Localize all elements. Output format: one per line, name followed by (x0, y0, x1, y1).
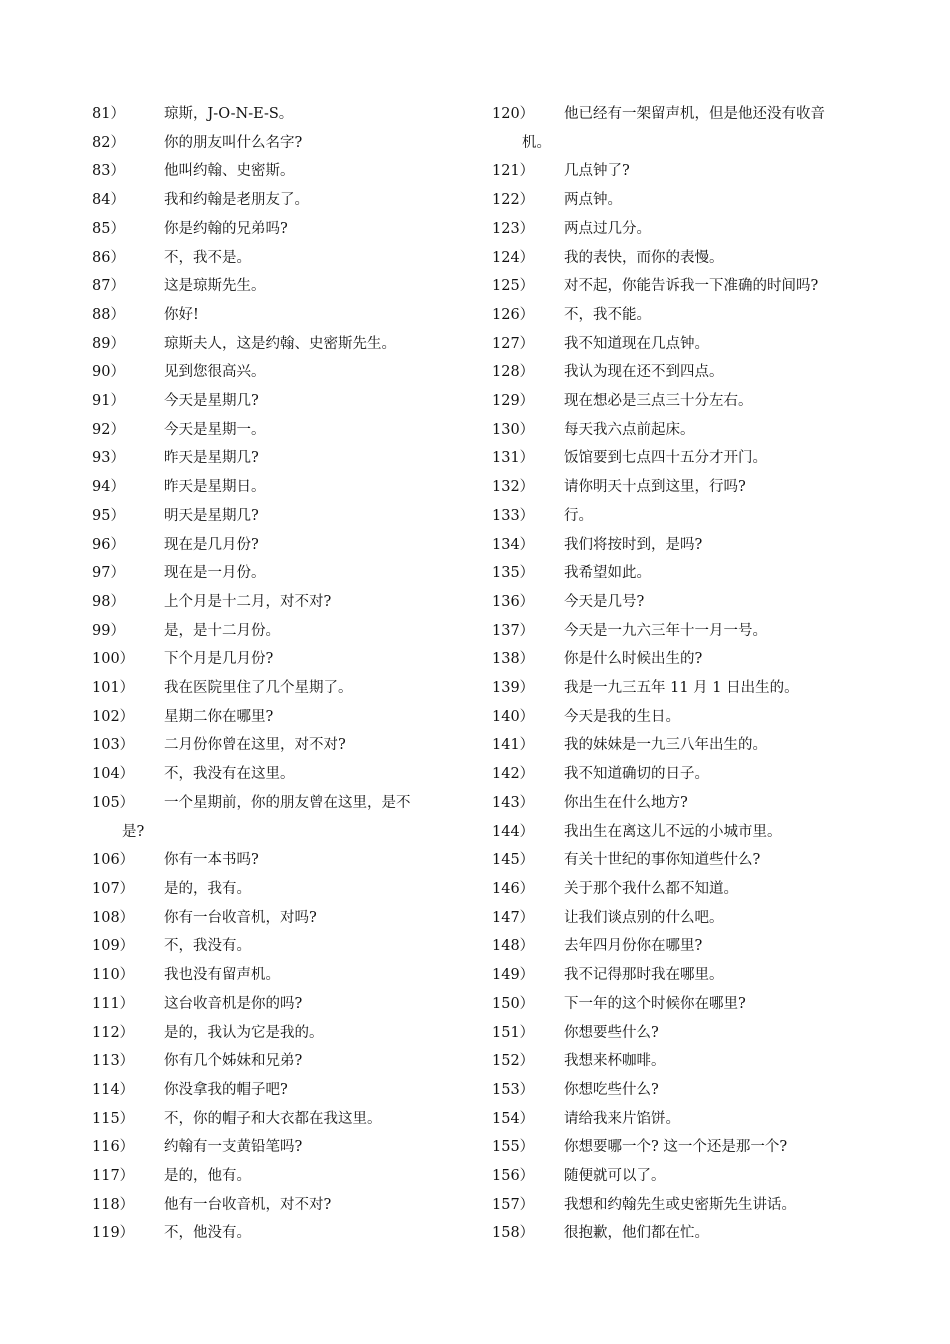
sentence-row (92, 215, 462, 244)
sentence-text: 一个星期前，你的朋友曾在这里，是不 (164, 794, 411, 811)
sentence-row (92, 904, 462, 933)
sentence-text: 我出生在离这儿不远的小城市里。 (564, 823, 782, 840)
sentence-text: 他已经有一架留声机，但是他还没有收音 (564, 106, 825, 122)
sentence-text: 每天我六点前起床。 (564, 421, 695, 438)
sentence-text: 你是约翰的兄弟吗? (164, 220, 288, 237)
sentence-number: 102） (92, 708, 135, 725)
sentence-number: 83） (92, 163, 125, 180)
sentence-continuation: 机。 (522, 134, 551, 151)
sentence-number: 141） (492, 737, 535, 754)
sentence-row (92, 444, 462, 473)
sentence-number: 145） (492, 852, 535, 869)
sentence-row (92, 1019, 462, 1048)
sentence-number: 90） (92, 364, 125, 381)
sentence-row (92, 1191, 462, 1220)
sentence-row (492, 904, 872, 933)
sentence-row (492, 674, 872, 703)
sentence-number: 107） (92, 880, 135, 897)
sentence-row (92, 932, 462, 961)
sentence-text: 我的表快，而你的表慢。 (564, 249, 724, 266)
sentence-number: 144） (492, 823, 535, 840)
sentence-number: 130） (492, 421, 535, 438)
sentence-number: 85） (92, 220, 125, 237)
sentence-text: 今天是星期几? (164, 393, 259, 410)
sentence-number: 94） (92, 479, 125, 496)
sentence-number: 112） (92, 1024, 135, 1041)
sentence-number: 134） (492, 536, 535, 553)
sentence-row (92, 1076, 462, 1105)
sentence-text: 今天是几号? (564, 593, 645, 610)
sentence-text: 两点钟。 (564, 192, 622, 209)
sentence-number: 109） (92, 938, 135, 955)
sentence-row (92, 330, 462, 359)
sentence-text: 不，我没有在这里。 (164, 766, 295, 783)
sentence-text: 你想吃些什么? (564, 1081, 659, 1098)
sentence-text: 我想来杯咖啡。 (564, 1053, 666, 1070)
right-column (492, 100, 872, 1248)
sentence-number: 154） (492, 1110, 535, 1127)
sentence-row (492, 1076, 872, 1105)
sentence-text: 你想要些什么? (564, 1024, 659, 1041)
sentence-text: 我不知道确切的日子。 (564, 766, 709, 783)
sentence-number: 140） (492, 708, 535, 725)
sentence-text: 你好! (164, 306, 199, 323)
sentence-row (92, 157, 462, 186)
sentence-row (492, 875, 872, 904)
sentence-row (492, 1105, 872, 1134)
sentence-row (92, 473, 462, 502)
sentence-row (492, 588, 872, 617)
sentence-text: 是的，我认为它是我的。 (164, 1024, 324, 1041)
sentence-text: 二月份你曾在这里，对不对? (164, 737, 346, 754)
sentence-text: 你有几个姊妹和兄弟? (164, 1053, 303, 1070)
sentence-number: 116） (92, 1139, 135, 1156)
sentence-row (92, 617, 462, 646)
sentence-text: 见到您很高兴。 (164, 364, 266, 381)
sentence-number: 148） (492, 938, 535, 955)
sentence-number: 100） (92, 651, 135, 668)
sentence-text: 不，你的帽子和大衣都在我这里。 (164, 1110, 382, 1127)
sentence-row (92, 703, 462, 732)
sentence-number: 133） (492, 507, 535, 524)
sentence-text: 你出生在什么地方? (564, 794, 688, 811)
sentence-number: 151） (492, 1024, 535, 1041)
sentence-text: 我不记得那时我在哪里。 (564, 967, 724, 984)
sentence-row (92, 186, 462, 215)
sentence-row (492, 818, 872, 847)
sentence-row (92, 731, 462, 760)
sentence-row (92, 875, 462, 904)
sentence-text: 几点钟了? (564, 163, 630, 180)
sentence-text: 不，我不能。 (564, 306, 651, 323)
sentence-text: 不，他没有。 (164, 1225, 251, 1242)
sentence-number: 123） (492, 220, 535, 237)
sentence-number: 121） (492, 163, 535, 180)
sentence-number: 125） (492, 278, 535, 295)
sentence-text: 我是一九三五年 11 月 1 日出生的。 (564, 680, 799, 697)
sentence-row (92, 1047, 462, 1076)
sentence-row (492, 559, 872, 588)
sentence-text: 你的朋友叫什么名字? (164, 134, 303, 151)
sentence-text: 关于那个我什么都不知道。 (564, 880, 738, 897)
sentence-number: 122） (492, 192, 535, 209)
sentence-row (492, 1047, 872, 1076)
sentence-number: 103） (92, 737, 135, 754)
sentence-row (92, 387, 462, 416)
sentence-number: 137） (492, 622, 535, 639)
sentence-row (92, 244, 462, 273)
sentence-number: 115） (92, 1110, 135, 1127)
sentence-text: 很抱歉，他们都在忙。 (564, 1225, 709, 1242)
sentence-text: 对不起，你能告诉我一下准确的时间吗? (564, 278, 819, 295)
sentence-text: 是，是十二月份。 (164, 622, 280, 639)
sentence-number: 111） (92, 995, 135, 1012)
sentence-text: 琼斯，J-O-N-E-S。 (164, 106, 294, 122)
sentence-row (492, 990, 872, 1019)
sentence-text: 现在是几月份? (164, 536, 259, 553)
sentence-number: 84） (92, 192, 125, 209)
sentence-row (492, 157, 872, 186)
sentence-number: 138） (492, 651, 535, 668)
sentence-text: 是的，他有。 (164, 1168, 251, 1185)
sentence-row (92, 272, 462, 301)
sentence-number: 150） (492, 995, 535, 1012)
sentence-row (492, 444, 872, 473)
sentence-row (492, 473, 872, 502)
sentence-row (92, 846, 462, 875)
sentence-number: 86） (92, 249, 125, 266)
sentence-row (92, 301, 462, 330)
sentence-number: 135） (492, 565, 535, 582)
sentence-row (92, 559, 462, 588)
sentence-text: 我在医院里住了几个星期了。 (164, 680, 353, 697)
sentence-number: 127） (492, 335, 535, 352)
sentence-text: 下一年的这个时候你在哪里? (564, 995, 746, 1012)
sentence-text: 这台收音机是你的吗? (164, 995, 303, 1012)
sentence-text: 他有一台收音机，对不对? (164, 1196, 332, 1213)
sentence-text: 我想和约翰先生或史密斯先生讲话。 (564, 1196, 796, 1213)
sentence-number: 114） (92, 1081, 135, 1098)
sentence-number: 105） (92, 794, 135, 811)
sentence-text: 你有一台收音机，对吗? (164, 909, 317, 926)
sentence-text: 琼斯夫人，这是约翰、史密斯先生。 (164, 335, 396, 352)
sentence-row (492, 645, 872, 674)
sentence-number: 139） (492, 680, 535, 697)
sentence-number: 147） (492, 909, 535, 926)
sentence-text: 今天是星期一。 (164, 421, 266, 438)
sentence-row (492, 932, 872, 961)
sentence-row (92, 1105, 462, 1134)
sentence-text: 有关十世纪的事你知道些什么? (564, 852, 761, 869)
sentence-text: 去年四月份你在哪里? (564, 938, 703, 955)
sentence-row (492, 244, 872, 273)
sentence-text: 你有一本书吗? (164, 852, 259, 869)
sentence-row (92, 961, 462, 990)
sentence-row (92, 645, 462, 674)
sentence-number: 119） (92, 1225, 135, 1242)
sentence-number: 126） (492, 306, 535, 323)
sentence-number: 91） (92, 393, 125, 410)
sentence-row (492, 760, 872, 789)
sentence-text: 昨天是星期几? (164, 450, 259, 467)
sentence-number: 96） (92, 536, 125, 553)
sentence-number: 81） (92, 106, 125, 122)
sentence-number: 155） (492, 1139, 535, 1156)
sentence-row (492, 789, 872, 818)
sentence-row (492, 272, 872, 301)
sentence-text: 这是琼斯先生。 (164, 278, 266, 295)
sentence-number: 82） (92, 134, 125, 151)
sentence-text: 随便就可以了。 (564, 1168, 666, 1185)
sentence-text: 约翰有一支黄铅笔吗? (164, 1139, 303, 1156)
sentence-row (492, 387, 872, 416)
sentence-number: 152） (492, 1053, 535, 1070)
sentence-number: 118） (92, 1196, 135, 1213)
sentence-row (92, 100, 462, 129)
sentence-text: 不，我不是。 (164, 249, 251, 266)
sentence-number: 156） (492, 1168, 535, 1185)
sentence-continuation: 是? (122, 823, 145, 840)
sentence-number: 106） (92, 852, 135, 869)
sentence-number: 136） (492, 593, 535, 610)
sentence-row (492, 1219, 872, 1248)
sentence-text: 他叫约翰、史密斯。 (164, 163, 295, 180)
sentence-text: 我也没有留声机。 (164, 967, 280, 984)
sentence-text: 星期二你在哪里? (164, 708, 274, 725)
sentence-number: 158） (492, 1225, 535, 1242)
sentence-text: 我认为现在还不到四点。 (564, 364, 724, 381)
sentence-row (492, 617, 872, 646)
sentence-row (92, 129, 462, 158)
sentence-number: 98） (92, 593, 125, 610)
sentence-number: 117） (92, 1168, 135, 1185)
sentence-text: 我们将按时到，是吗? (564, 536, 703, 553)
sentence-row (492, 961, 872, 990)
sentence-number: 104） (92, 766, 135, 783)
sentence-row (492, 301, 872, 330)
sentence-row (92, 674, 462, 703)
sentence-row (492, 1019, 872, 1048)
sentence-row (492, 416, 872, 445)
sentence-number: 142） (492, 766, 535, 783)
sentence-row (92, 358, 462, 387)
sentence-row (492, 531, 872, 560)
sentence-text: 是的，我有。 (164, 880, 251, 897)
sentence-number: 153） (492, 1081, 535, 1098)
sentence-row (492, 502, 872, 531)
sentence-row (492, 731, 872, 760)
sentence-number: 157） (492, 1196, 535, 1213)
sentence-number: 124） (492, 249, 535, 266)
sentence-number: 99） (92, 622, 125, 639)
sentence-text: 现在是一月份。 (164, 565, 266, 582)
sentence-number: 129） (492, 393, 535, 410)
sentence-text: 现在想必是三点三十分左右。 (564, 393, 753, 410)
sentence-number: 87） (92, 278, 125, 295)
sentence-text: 请给我来片馅饼。 (564, 1110, 680, 1127)
sentence-text: 下个月是几月份? (164, 651, 274, 668)
sentence-row (492, 1162, 872, 1191)
sentence-text: 饭馆要到七点四十五分才开门。 (564, 450, 767, 467)
sentence-number: 101） (92, 680, 135, 697)
sentence-row (492, 100, 872, 157)
sentence-text: 你想要哪一个? 这一个还是那一个? (564, 1139, 788, 1156)
sentence-row (92, 1162, 462, 1191)
sentence-number: 92） (92, 421, 125, 438)
sentence-text: 明天是星期几? (164, 507, 259, 524)
sentence-number: 110） (92, 967, 135, 984)
sentence-text: 你是什么时候出生的? (564, 651, 703, 668)
sentence-number: 93） (92, 450, 125, 467)
sentence-text: 我和约翰是老朋友了。 (164, 192, 309, 209)
sentence-row (492, 1133, 872, 1162)
sentence-text: 请你明天十点到这里，行吗? (564, 479, 746, 496)
sentence-number: 132） (492, 479, 535, 496)
sentence-row (92, 760, 462, 789)
sentence-number: 146） (492, 880, 535, 897)
sentence-text: 行。 (564, 507, 593, 524)
sentence-row (492, 215, 872, 244)
sentence-row (92, 1133, 462, 1162)
sentence-text: 你没拿我的帽子吧? (164, 1081, 288, 1098)
sentence-text: 上个月是十二月，对不对? (164, 593, 332, 610)
sentence-number: 131） (492, 450, 535, 467)
sentence-number: 149） (492, 967, 535, 984)
sentence-number: 120） (492, 106, 535, 122)
sentence-number: 128） (492, 364, 535, 381)
sentence-row (92, 531, 462, 560)
sentence-row (492, 846, 872, 875)
sentence-row (92, 990, 462, 1019)
sentence-number: 97） (92, 565, 125, 582)
sentence-row (492, 703, 872, 732)
sentence-text: 我的妹妹是一九三八年出生的。 (564, 737, 767, 754)
sentence-text: 昨天是星期日。 (164, 479, 266, 496)
sentence-text: 今天是我的生日。 (564, 708, 680, 725)
sentence-number: 143） (492, 794, 535, 811)
sentence-row (92, 789, 462, 846)
sentence-text: 让我们谈点别的什么吧。 (564, 909, 724, 926)
sentence-text: 我不知道现在几点钟。 (564, 335, 709, 352)
sentence-number: 89） (92, 335, 125, 352)
sentence-row (92, 502, 462, 531)
sentence-number: 108） (92, 909, 135, 926)
sentence-row (92, 416, 462, 445)
sentence-row (492, 358, 872, 387)
sentence-row (492, 186, 872, 215)
sentence-text: 我希望如此。 (564, 565, 651, 582)
sentence-text: 今天是一九六三年十一月一号。 (564, 622, 767, 639)
sentence-row (492, 1191, 872, 1220)
sentence-number: 95） (92, 507, 125, 524)
left-column (92, 100, 462, 1248)
sentence-row (92, 1219, 462, 1248)
sentence-row (92, 588, 462, 617)
sentence-number: 88） (92, 306, 125, 323)
sentence-text: 两点过几分。 (564, 220, 651, 237)
sentence-row (492, 330, 872, 359)
sentence-text: 不，我没有。 (164, 938, 251, 955)
sentence-number: 113） (92, 1053, 135, 1070)
